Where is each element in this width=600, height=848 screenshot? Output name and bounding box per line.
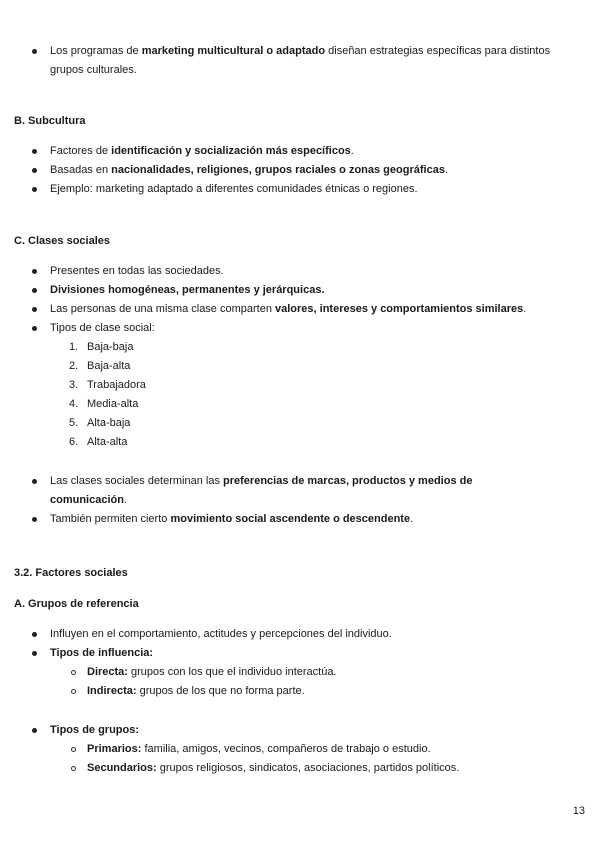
numbered-item: 1. Baja-baja — [69, 341, 134, 353]
subcultura-list — [0, 142, 580, 199]
list-item: Las personas de una misma clase comparten valores, intereses y comportamientos similares. — [0, 300, 590, 319]
subcultura-heading: B. Subcultura — [14, 115, 86, 127]
sub-list-item: Indirecta: grupos de los que no forma parte. — [0, 682, 580, 701]
numbered-item: 2. Baja-alta — [69, 360, 131, 372]
tipos-grupos-list — [0, 721, 580, 740]
influencia-list — [0, 663, 580, 701]
numbered-item: 4. Media-alta — [69, 398, 139, 410]
list-item: Tipos de grupos: — [0, 721, 580, 740]
list-item: Presentes en todas las sociedades. — [0, 262, 590, 281]
grupos-list — [0, 740, 580, 778]
tipos-clase-list — [0, 338, 580, 452]
list-item: Influyen en el comportamiento, actitudes y percepciones del individuo. — [0, 625, 580, 644]
list-item: Las clases sociales determinan las preferencias de marcas, productos y medios de comunicación. — [0, 472, 540, 510]
list-item: Factores de identificación y socialización más específicos. — [0, 142, 580, 161]
sub-list-item: Primarios: familia, amigos, vecinos, compañeros de trabajo o estudio. — [0, 740, 580, 759]
sub-list-item: Secundarios: grupos religiosos, sindicatos, asociaciones, partidos políticos. — [0, 759, 580, 778]
grupos-referencia-heading: A. Grupos de referencia — [14, 598, 139, 610]
grupos-referencia-list — [0, 625, 580, 663]
list-item: Tipos de clase social: — [0, 319, 590, 338]
list-item: Los programas de marketing multicultural o adaptado diseñan estrategias específicas para distintos grupos culturales. — [0, 42, 580, 80]
clases-after-list — [0, 472, 540, 529]
list-item: Ejemplo: marketing adaptado a diferentes comunidades étnicas o regiones. — [0, 180, 580, 199]
list-item: También permiten cierto movimiento social ascendente o descendente. — [0, 510, 540, 529]
intro-list — [0, 42, 580, 80]
list-item: Basadas en nacionalidades, religiones, grupos raciales o zonas geográficas. — [0, 161, 580, 180]
list-item: Divisiones homogéneas, permanentes y jerárquicas. — [0, 281, 590, 300]
clases-list — [0, 262, 590, 338]
sub-list-item: Directa: grupos con los que el individuo interactúa. — [0, 663, 580, 682]
list-item: Tipos de influencia: — [0, 644, 580, 663]
factores-sociales-heading: 3.2. Factores sociales — [14, 567, 128, 579]
page-number: 13 — [572, 805, 585, 817]
numbered-item: 3. Trabajadora — [69, 379, 146, 391]
clases-heading: C. Clases sociales — [14, 235, 111, 247]
numbered-item: 6. Alta-alta — [69, 436, 128, 448]
numbered-item: 5. Alta-baja — [69, 417, 131, 429]
